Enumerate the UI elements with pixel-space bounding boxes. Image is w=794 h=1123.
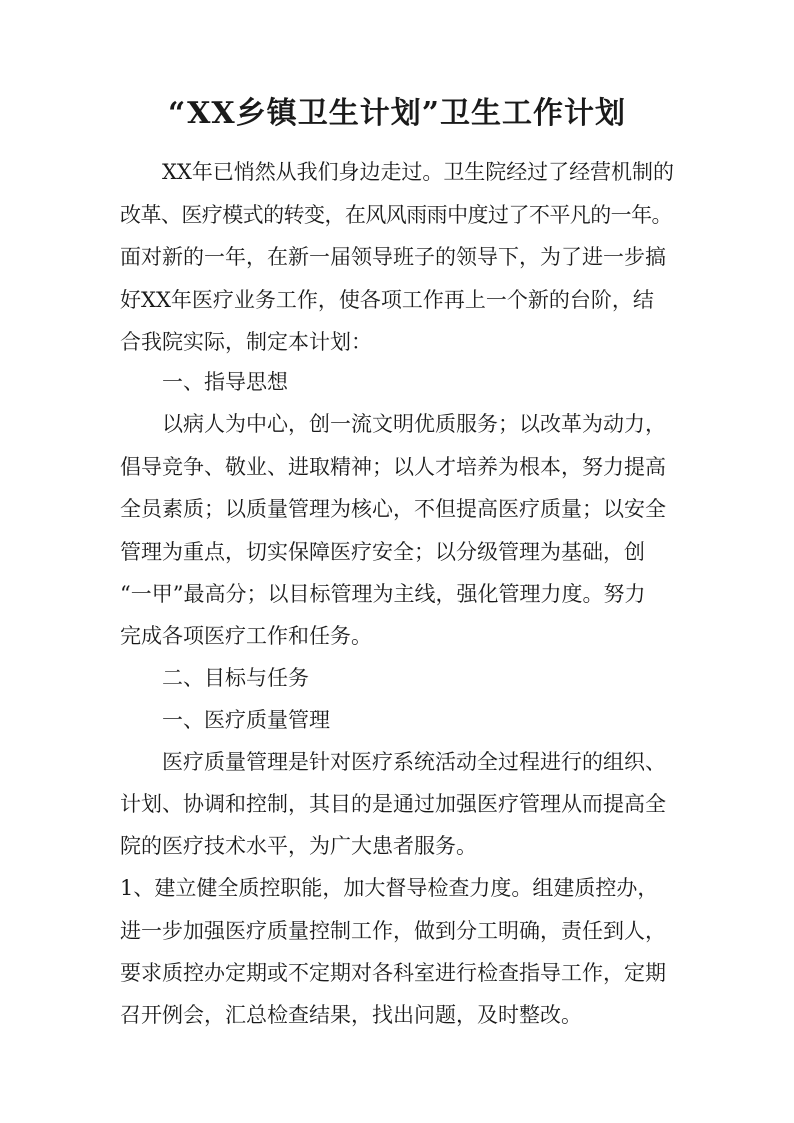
text-line: 1、建立健全质控职能，加大督导检查力度。组建质控办， xyxy=(120,876,659,900)
text-line: 完成各项医疗工作和任务。 xyxy=(120,624,372,648)
text-line: 计划、协调和控制，其目的是通过加强医疗管理从而提高全 xyxy=(120,792,666,816)
text-line: 面对新的一年，在新一届领导班子的领导下，为了进一步搞 xyxy=(120,245,666,269)
text-line: 院的医疗技术水平，为广大患者服务。 xyxy=(120,834,477,858)
text-line: 合我院实际，制定本计划： xyxy=(120,330,372,354)
text-line: 好XX年医疗业务工作，使各项工作再上一个新的台阶，结 xyxy=(120,288,654,312)
text-line: 全员素质；以质量管理为核心，不但提高医疗质量；以安全 xyxy=(120,497,666,521)
text-line: XX年已悄然从我们身边走过。卫生院经过了经营机制的 xyxy=(162,160,674,184)
text-line: 改革、医疗模式的转变，在风风雨雨中度过了不平凡的一年。 xyxy=(120,203,672,227)
text-line: 要求质控办定期或不定期对各科室进行检查指导工作，定期 xyxy=(120,961,666,985)
text-line: “一甲”最高分；以目标管理为主线，强化管理力度。努力 xyxy=(120,582,646,606)
text-line: 倡导竞争、敬业、进取精神；以人才培养为根本，努力提高 xyxy=(120,455,666,479)
text-line: 召开例会，汇总检查结果，找出问题，及时整改。 xyxy=(120,1003,582,1027)
subsection-heading: 一、医疗质量管理 xyxy=(162,708,330,732)
text-line: 管理为重点，切实保障医疗安全；以分级管理为基础，创 xyxy=(120,540,645,564)
section-heading: 二、目标与任务 xyxy=(162,666,309,690)
section-heading: 一、指导思想 xyxy=(162,370,288,394)
text-line: 进一步加强医疗质量控制工作，做到分工明确，责任到人， xyxy=(120,919,666,943)
text-line: 医疗质量管理是针对医疗系统活动全过程进行的组织、 xyxy=(162,750,666,774)
text-line: 以病人为中心，创一流文明优质服务；以改革为动力， xyxy=(162,412,666,436)
document-title: “XX乡镇卫生计划”卫生工作计划 xyxy=(168,96,626,131)
